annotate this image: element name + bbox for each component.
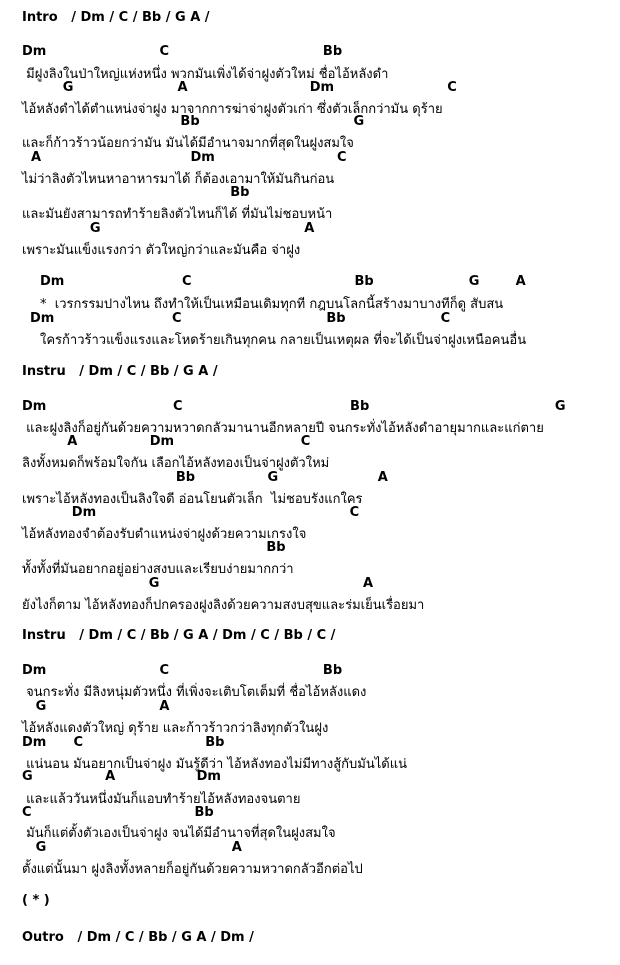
chord-line: G A xyxy=(22,221,315,236)
lyric-line: ไอ้หลังดำได้ตำแหน่งจ่าฝูง มาจากการฆ่าจ่าฝูงตัวเก่า ซึ่งตัวเล็กกว่ามัน ดุร้าย xyxy=(22,102,443,117)
lyric-line: จนกระทั่ง มีลิงหนุ่มตัวหนึ่ง ที่เพิ่งจะเติบโตเต็มที่ ชื่อไอ้หลังแดง xyxy=(22,685,367,700)
chord-line: G A xyxy=(22,576,374,591)
lyric-line: ไม่ว่าลิงตัวไหนหาอาหารมาได้ ก็ต้องเอามาให้มันกินก่อน xyxy=(22,172,335,187)
lyric-line: และฝูงลิงก็อยู่กันด้วยความหวาดกลัวมานานอีกหลายปี จนกระทั่งไอ้หลังดำอายุมากและแก่ตาย xyxy=(22,421,544,436)
lyric-line: ลิงทั้งหมดก็พร้อมใจกัน เลือกไอ้หลังทองเป็นจ่าฝูงตัวใหม่ xyxy=(22,456,330,471)
chord-line: G A Dm xyxy=(22,769,221,784)
chord-line: G A Dm C xyxy=(22,80,457,95)
lyric-line: * เวรกรรมปางไหน ถึงทำให้เป็นเหมือนเดิมทุกที กฎบนโลกนี้สร้างมาบางทีก็ดู สับสน xyxy=(40,297,504,312)
chord-line: Dm C Bb G xyxy=(22,399,566,414)
chord-line: Dm C Bb C xyxy=(30,311,451,326)
lyric-line: ไอ้หลังทองจำต้องรับตำแหน่งจ่าฝูงด้วยความเกรงใจ xyxy=(22,527,307,542)
chord-line: Dm C Bb xyxy=(22,44,343,59)
chord-line: Dm C Bb xyxy=(22,735,225,750)
section-label: ( * ) xyxy=(22,893,50,908)
chord-line: Bb G A xyxy=(22,470,388,485)
chord-line: Bb xyxy=(22,540,286,555)
chord-line: G A xyxy=(22,699,170,714)
chord-line: G A xyxy=(22,840,242,855)
chord-line: Dm C Bb xyxy=(22,663,343,678)
section-label: Intro / Dm / C / Bb / G A / xyxy=(22,10,210,25)
lyric-line: แน่นอน มันอยากเป็นจ่าฝูง มันรู้ดีว่า ไอ้หลังทองไม่มีทางสู้กับมันได้แน่ xyxy=(22,757,407,772)
chord-line: A Dm C xyxy=(22,150,347,165)
lyric-line: ยังไงก็ตาม ไอ้หลังทองก็ปกครองฝูงลิงด้วยความสงบสุขและร่มเย็นเรื่อยมา xyxy=(22,598,425,613)
lyric-line: เพราะมันแข็งแรงกว่า ตัวใหญ่กว่าและมันคือ จ่าฝูง xyxy=(22,243,301,258)
lyric-line: และมันยังสามารถทำร้ายลิงตัวไหนก็ได้ ที่มันไม่ชอบหน้า xyxy=(22,207,333,222)
lyric-line: ตั้งแต่นั้นมา ฝูงลิงทั้งหลายก็อยู่กันด้วยความหวาดกลัวอีกต่อไป xyxy=(22,862,363,877)
chord-line: Bb xyxy=(22,185,250,200)
section-label: Instru / Dm / C / Bb / G A / Dm / C / Bb / C / xyxy=(22,628,336,643)
chord-line: Bb G xyxy=(22,114,365,129)
lyric-line: มันก็แต่ตั้งตัวเองเป็นจ่าฝูง จนได้มีอำนาจที่สุดในฝูงสมใจ xyxy=(22,826,336,841)
lyric-line: และก็ก้าวร้าวน้อยกว่ามัน มันได้มีอำนาจมากที่สุดในฝูงสมใจ xyxy=(22,136,354,151)
lyric-line: และแล้ววันหนึ่งมันก็แอบทำร้ายไอ้หลังทองจนตาย xyxy=(22,792,301,807)
chord-line: C Bb xyxy=(22,805,214,820)
lyric-line: ใครก้าวร้าวแข็งแรงและโหดร้ายเกินทุกคน กลายเป็นเหตุผล ที่จะได้เป็นจ่าฝูงเหนือคนอื่น xyxy=(40,333,527,348)
section-label: Instru / Dm / C / Bb / G A / xyxy=(22,364,218,379)
lyric-line: ไอ้หลังแดงตัวใหญ่ ดุร้าย และก้าวร้าวกว่าลิงทุกตัวในฝูง xyxy=(22,721,329,736)
chord-line: Dm C xyxy=(22,505,360,520)
lyric-line: เพราะไอ้หลังทองเป็นลิงใจดี อ่อนโยนตัวเล็ก ไม่ชอบรังแกใคร xyxy=(22,492,363,507)
chord-line: A Dm C xyxy=(22,434,311,449)
chord-line: Dm C Bb G A xyxy=(40,274,526,289)
section-label: Outro / Dm / C / Bb / G A / Dm / xyxy=(22,930,254,945)
lyric-line: มีฝูงลิงในป่าใหญ่แห่งหนึ่ง พวกมันเพิ่งได้จ่าฝูงตัวใหม่ ชื่อไอ้หลังดำ xyxy=(22,67,389,82)
lyric-line: ทั้งทั้งที่มันอยากอยู่อย่างสงบและเรียบง่ายมากกว่า xyxy=(22,562,294,577)
